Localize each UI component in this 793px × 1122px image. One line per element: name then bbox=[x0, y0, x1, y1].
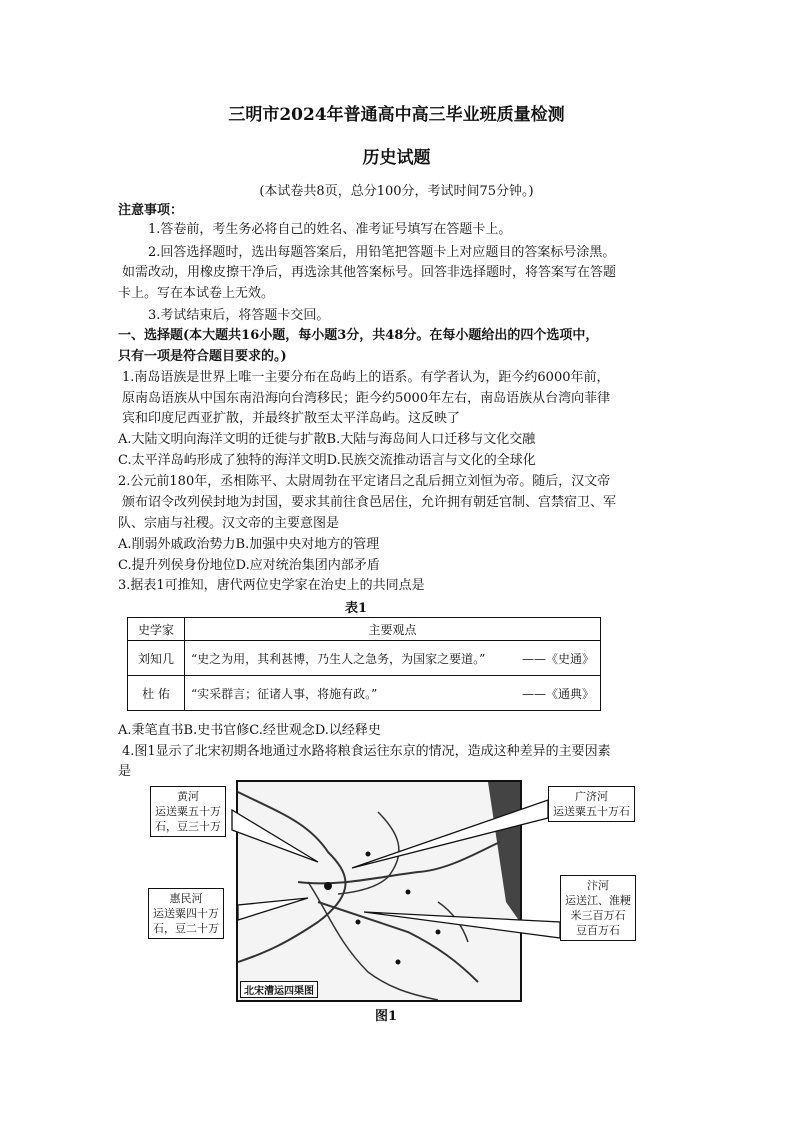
notes-heading: 注意事项： bbox=[118, 203, 184, 218]
callout-line: 汴河 bbox=[587, 879, 609, 892]
callout-bian bbox=[560, 875, 636, 941]
callout-pointer bbox=[238, 898, 308, 920]
callout-pointer bbox=[352, 800, 548, 868]
callout-line: 豆百万石 bbox=[576, 924, 620, 937]
callout-pointer bbox=[232, 810, 318, 862]
callout-line: 运送江、淮粳 bbox=[565, 894, 631, 907]
historian-quote: “史之为用，其利甚博，乃生人之急务，为国家之要道。” bbox=[191, 651, 486, 666]
question-4-line: 4.图1显示了北宋初期各地通过水路将粮食运往东京的情况，造成这种差异的主要因素 bbox=[122, 744, 611, 759]
callout-pointer bbox=[364, 912, 560, 938]
callout-guangji bbox=[548, 786, 635, 822]
question-4-line: 是 bbox=[118, 764, 132, 779]
map-title: 北宋漕运四渠图 bbox=[240, 981, 318, 998]
table-header: 主要观点 bbox=[185, 618, 601, 641]
page-title: 三明市2024年普通高中高三毕业班质量检测 bbox=[228, 105, 565, 125]
callout-line: 石，豆二十万 bbox=[153, 922, 219, 935]
question-2-line: 队、宗庙与社稷。汉文帝的主要意图是 bbox=[118, 516, 340, 531]
question-2-option: A.削弱外戚政治势力B.加强中央对地方的管理 bbox=[118, 537, 380, 552]
question-3-stem: 3.据表1可推知，唐代两位史学家在治史上的共同点是 bbox=[118, 578, 425, 593]
exam-info: (本试卷共8页，总分100分，考试时间75分钟。) bbox=[259, 184, 534, 199]
question-1-line: 原南岛语族从中国东南沿海向台湾移民；距今约5000年左右，南岛语族从台湾向菲律 bbox=[122, 391, 611, 406]
section-heading: 只有一项是符合题目要求的。) bbox=[118, 349, 287, 364]
callout-line: 运送粟四十万 bbox=[153, 907, 219, 920]
callout-line: 运送粟五十万 bbox=[155, 805, 221, 818]
question-1-line: 宾和印度尼西亚扩散，并最终扩散至太平洋岛屿。这反映了 bbox=[122, 411, 461, 426]
note-line: 卡上。写在本试卷上无效。 bbox=[118, 286, 275, 301]
callout-line: 广济河 bbox=[575, 790, 608, 803]
callout-huimin bbox=[148, 888, 224, 939]
historian-name: 刘知几 bbox=[128, 641, 185, 676]
table-header: 史学家 bbox=[128, 618, 185, 641]
callout-line: 石，豆三十万 bbox=[155, 820, 221, 833]
callout-line: 运送粟五十万石 bbox=[553, 805, 630, 818]
callout-line: 米三百万石 bbox=[570, 909, 626, 922]
note-line: 如需改动，用橡皮擦干净后，再选涂其他答案标号。回答非选择题时，将答案写在答题 bbox=[122, 265, 617, 280]
subject-title: 历史试题 bbox=[362, 148, 431, 168]
historian-source: ——《通典》 bbox=[521, 686, 594, 701]
question-2-line: 颁布诏令改列侯封地为封国，要求其前往食邑居住，允许拥有朝廷官制、宫禁宿卫、军 bbox=[122, 495, 617, 510]
question-3-options: A.秉笔直书B.史书官修C.经世观念D.以经释史 bbox=[118, 723, 381, 738]
figure-caption: 图1 bbox=[375, 1009, 398, 1024]
question-2-option: C.提升列侯身份地位D.应对统治集团内部矛盾 bbox=[118, 558, 380, 573]
historian-quote: “实采群言；征诸人事，将施有政。” bbox=[191, 686, 378, 701]
question-1-option: A.大陆文明向海洋文明的迁徙与扩散B.大陆与海岛间人口迁移与文化交融 bbox=[118, 432, 536, 447]
callout-line: 惠民河 bbox=[169, 892, 203, 905]
question-2-line: 2.公元前180年，丞相陈平、太尉周勃在平定诸吕之乱后拥立刘恒为帝。随后，汉文帝 bbox=[118, 474, 611, 489]
historian-source: ——《史通》 bbox=[521, 651, 594, 666]
section-heading: 一、选择题(本大题共16小题，每小题3分，共48分。在每小题给出的四个选项中， bbox=[118, 328, 599, 343]
callout-line: 黄河 bbox=[177, 790, 199, 803]
historian-name: 杜 佑 bbox=[128, 676, 185, 711]
note-line: 2.回答选择题时，选出每题答案后，用铅笔把答题卡上对应题目的答案标号涂黑。 bbox=[148, 245, 616, 260]
table-caption: 表1 bbox=[345, 601, 368, 616]
note-line: 3.考试结束后，将答题卡交回。 bbox=[148, 308, 330, 323]
note-line: 1.答卷前，考生务必将自己的姓名、准考证号填写在答题卡上。 bbox=[148, 222, 512, 237]
question-1-option: C.太平洋岛屿形成了独特的海洋文明D.民族交流推动语言与文化的全球化 bbox=[118, 453, 536, 468]
callout-yellow-river bbox=[150, 786, 226, 837]
question-1-line: 1.南岛语族是世界上唯一主要分布在岛屿上的语系。有学者认为，距今约6000年前， bbox=[122, 370, 610, 385]
